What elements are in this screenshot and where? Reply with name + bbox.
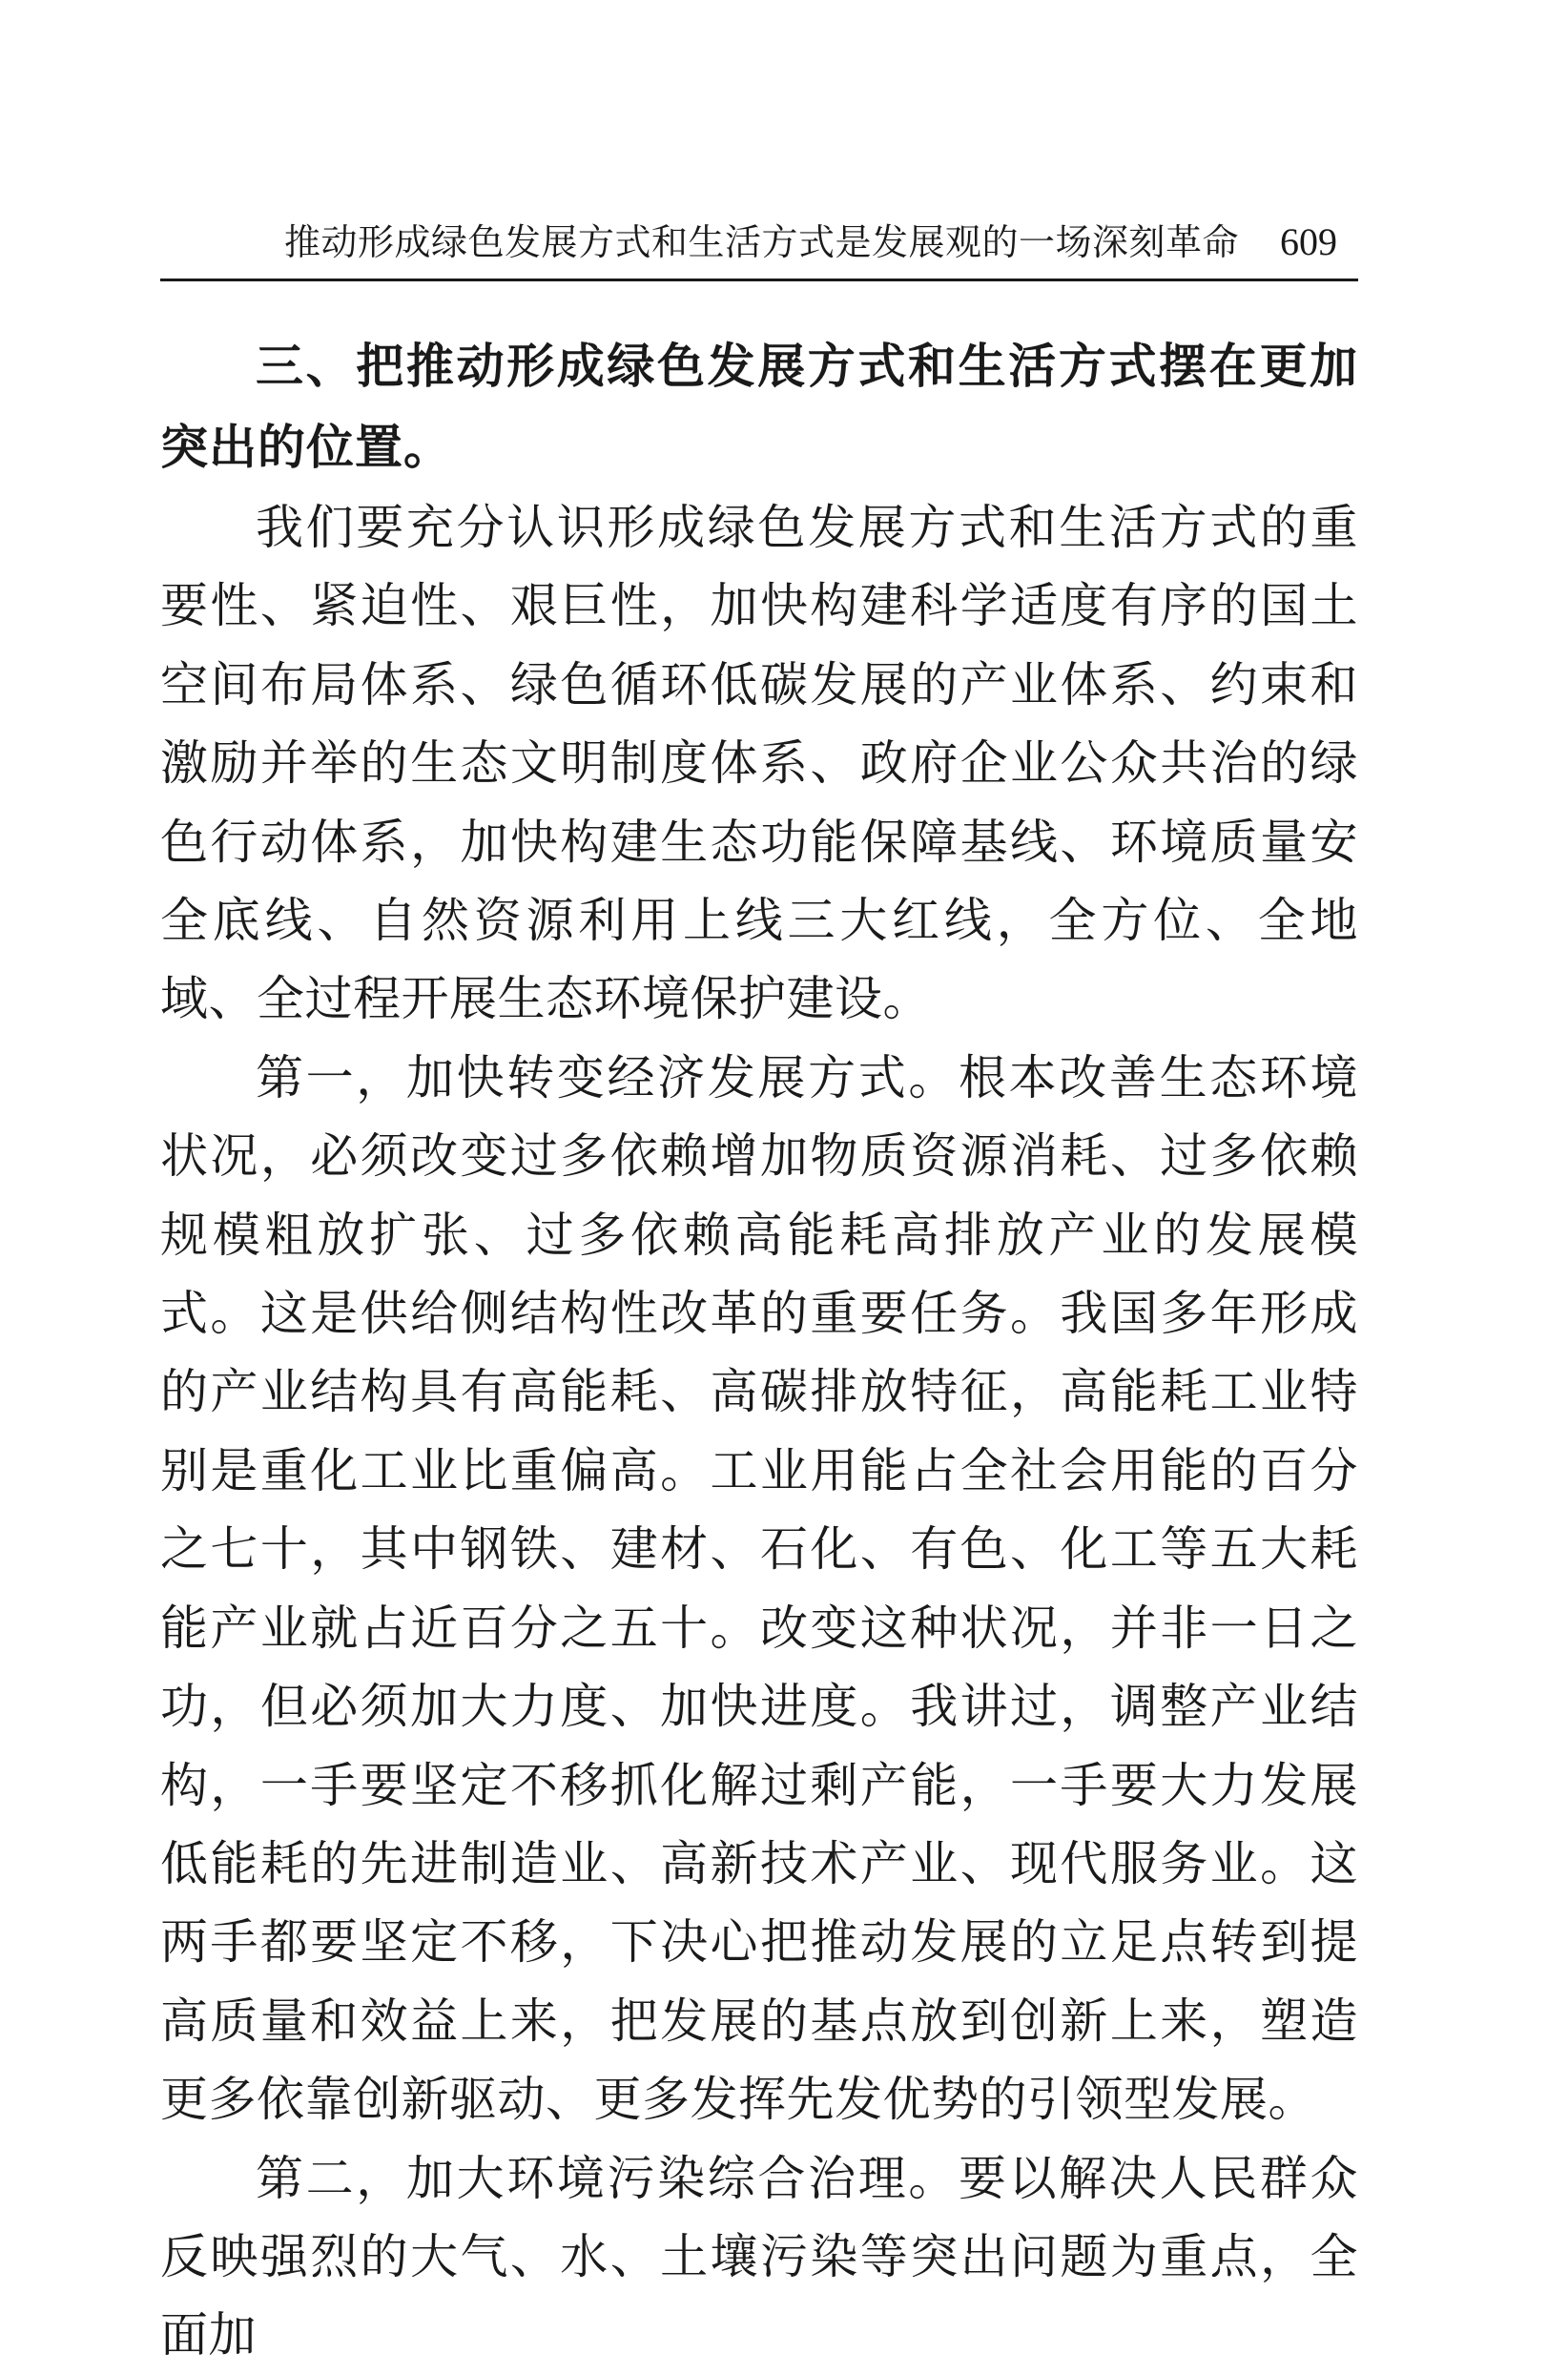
body-text [160, 326, 1358, 2375]
running-title: 推动形成绿色发展方式和生活方式是发展观的一场深刻革命 [284, 221, 1240, 263]
section-heading: 三、把推动形成绿色发展方式和生活方式摆在更加突出的位置。 [160, 339, 1358, 475]
paragraph-2: 第一，加快转变经济发展方式。根本改善生态环境状况，必须改变过多依赖增加物质资源消耗、过多依赖规模粗放扩张、过多依赖高能耗高排放产业的发展模式。这是供给侧结构性改革的重要任务。我国多年形成的产业结构具有高能耗、高碳排放特征，高能耗工业特别是重化工业比重偏高。工业用能占全社会用能的百分之七十，其中钢铁、建材、石化、有色、化工等五大耗能产业就占近百分之五十。改变这种状况，并非一日之功，但必须加大力度、加快进度。我讲过，调整产业结构，一手要坚定不移抓化解过剩产能，一手要大力发展低能耗的先进制造业、高新技术产业、现代服务业。这两手都要坚定不移，下决心把推动发展的立足点转到提高质量和效益上来，把发展的基点放到创新上来，塑造更多依靠创新驱动、更多发挥先发优势的引领型发展。 [160, 1049, 1358, 2128]
paragraph-3: 第二，加大环境污染综合治理。要以解决人民群众反映强烈的大气、水、土壤污染等突出问题为重点，全面加 [160, 2150, 1358, 2364]
paragraph-1: 我们要充分认识形成绿色发展方式和生活方式的重要性、紧迫性、艰巨性，加快构建科学适度有序的国土空间布局体系、绿色循环低碳发展的产业体系、约束和激励并举的生态文明制度体系、政府企业公众共治的绿色行动体系，加快构建生态功能保障基线、环境质量安全底线、自然资源利用上线三大红线，全方位、全地域、全过程开展生态环境保护建设。 [160, 500, 1358, 1027]
page-number: 609 [1280, 220, 1337, 263]
page-header [160, 219, 1358, 281]
